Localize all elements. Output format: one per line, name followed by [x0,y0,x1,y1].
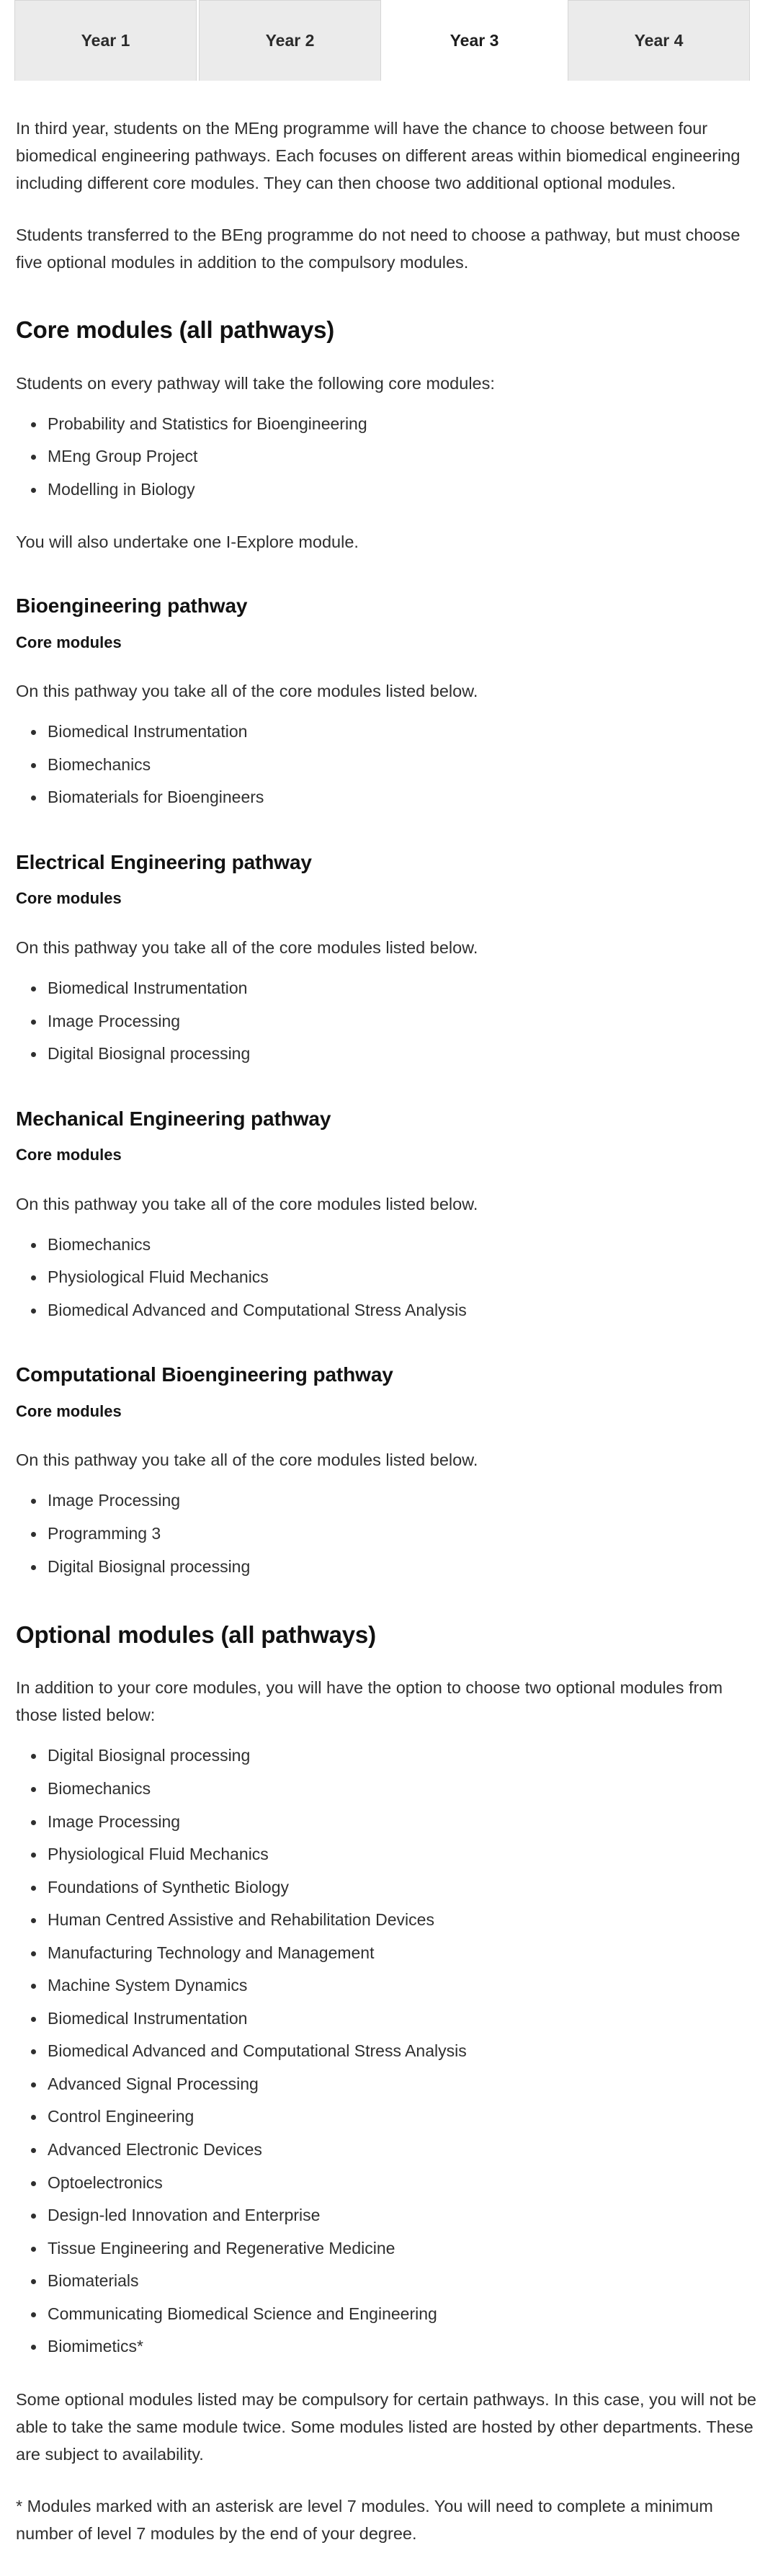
list-item: Physiological Fluid Mechanics [48,1263,762,1292]
list-item: Human Centred Assistive and Rehabilitation Devices [48,1906,762,1935]
year-tabs[interactable] [0,0,778,81]
intro-paragraph-1: In third year, students on the MEng programme will have the chance to choose between four biomedical engineering pathways. Each focuses on different areas within biomedical engineering including different core modules. They can then choose two additional optional modules. [16,119,741,193]
list-item: Design-led Innovation and Enterprise [48,2201,762,2230]
list-item: Biomechanics [48,1775,762,1804]
pathway-electrical-subheading: Core modules [16,889,122,908]
core-modules-intro: Students on every pathway will take the following core modules: [16,373,495,393]
list-item: Biomechanics [48,1231,762,1260]
pathway-mechanical-modules [16,1231,762,1325]
pathway-mechanical-heading: Mechanical Engineering pathway [16,1107,331,1130]
optional-modules-note-2: * Modules marked with an asterisk are level 7 modules. You will need to complete a minimum number of level 7 modules by the end of your degree. [16,2497,713,2544]
list-item: Foundations of Synthetic Biology [48,1873,762,1902]
list-item: Biomedical Instrumentation [48,718,762,746]
tab-year-2[interactable] [199,0,381,81]
pathway-computational-heading: Computational Bioengineering pathway [16,1363,393,1386]
list-item: MEng Group Project [48,442,762,471]
pathway-computational-subheading: Core modules [16,1401,122,1420]
list-item: Manufacturing Technology and Management [48,1939,762,1968]
tab-year-3-label: Year 3 [450,31,499,50]
pathway-bioengineering-intro: On this pathway you take all of the core modules listed below. [16,682,478,701]
list-item: Probability and Statistics for Bioengineering [48,410,762,439]
list-item: Modelling in Biology [48,476,762,504]
tab-year-3[interactable] [383,0,565,81]
tab-year-2-label: Year 2 [265,31,315,50]
list-item: Biomedical Advanced and Computational Stress Analysis [48,2037,762,2066]
core-modules-list [16,410,762,504]
list-item: Biomedical Advanced and Computational Stress Analysis [48,1296,762,1325]
pathway-electrical-intro: On this pathway you take all of the core modules listed below. [16,938,478,957]
pathway-electrical-heading: Electrical Engineering pathway [16,851,312,874]
list-item: Control Engineering [48,2103,762,2131]
list-item: Biomechanics [48,751,762,780]
list-item: Digital Biosignal processing [48,1040,762,1069]
list-item: Communicating Biomedical Science and Engineering [48,2300,762,2329]
list-item: Image Processing [48,1487,762,1515]
pathway-bioengineering-modules [16,718,762,812]
list-item: Optoelectronics [48,2169,762,2198]
pathway-computational-intro: On this pathway you take all of the core modules listed below. [16,1450,478,1470]
pathway-computational-modules [16,1487,762,1581]
list-item: Advanced Signal Processing [48,2070,762,2099]
pathway-electrical-modules [16,974,762,1069]
year-3-panel [0,115,778,2576]
list-item: Programming 3 [48,1520,762,1548]
optional-modules-heading: Optional modules (all pathways) [16,1621,376,1649]
list-item: Tissue Engineering and Regenerative Medicine [48,2234,762,2263]
list-item: Image Processing [48,1808,762,1837]
core-modules-heading: Core modules (all pathways) [16,316,335,344]
optional-modules-intro: In addition to your core modules, you will have the option to choose two optional modules from those listed below: [16,1678,723,1725]
intro-paragraph-2: Students transferred to the BEng programme do not need to choose a pathway, but must choose five optional modules in addition to the compulsory modules. [16,226,741,272]
pathway-mechanical-subheading: Core modules [16,1146,122,1164]
list-item: Machine System Dynamics [48,1971,762,2000]
core-modules-footnote: You will also undertake one I-Explore module. [16,532,359,552]
list-item: Biomedical Instrumentation [48,2005,762,2033]
list-item: Physiological Fluid Mechanics [48,1840,762,1869]
list-item: Advanced Electronic Devices [48,2136,762,2165]
list-item: Biomaterials for Bioengineers [48,783,762,812]
list-item: Biomimetics* [48,2332,762,2361]
list-item: Biomaterials [48,2267,762,2296]
list-item: Digital Biosignal processing [48,1553,762,1582]
pathway-bioengineering-heading: Bioengineering pathway [16,594,248,618]
tab-year-1[interactable] [14,0,197,81]
list-item: Image Processing [48,1007,762,1036]
list-item: Biomedical Instrumentation [48,974,762,1003]
list-item: Digital Biosignal processing [48,1742,762,1770]
optional-modules-note-1: Some optional modules listed may be compulsory for certain pathways. In this case, you will not be able to take the same module twice. Some modules listed are hosted by other departments. These are subject to availability. [16,2389,756,2464]
pathway-mechanical-intro: On this pathway you take all of the core modules listed below. [16,1194,478,1213]
pathway-bioengineering-subheading: Core modules [16,633,122,651]
optional-modules-list [16,1742,762,2361]
tab-year-4-label: Year 4 [634,31,684,50]
tab-year-4[interactable] [568,0,750,81]
tab-year-1-label: Year 1 [81,31,130,50]
